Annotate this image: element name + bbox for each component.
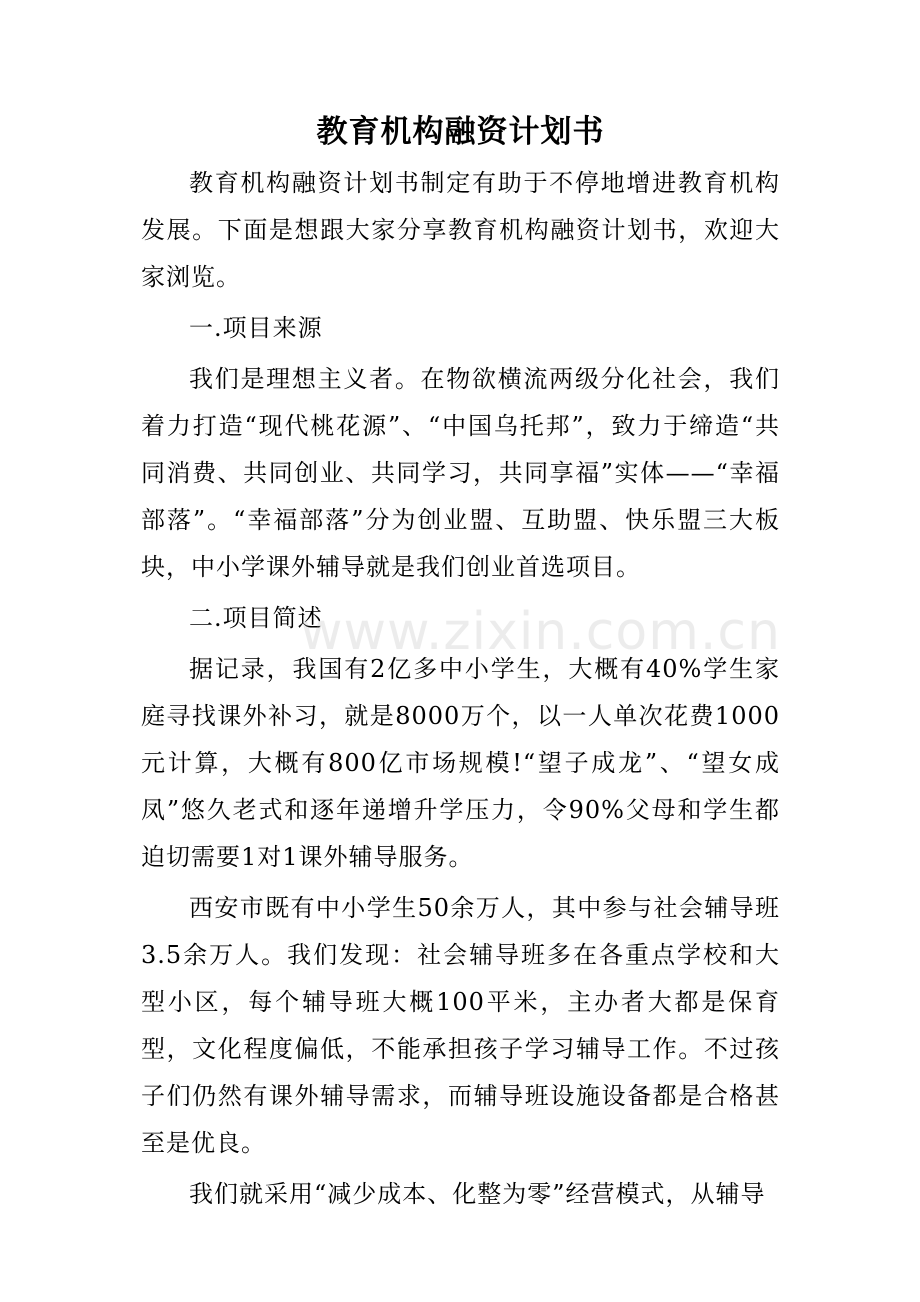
overview-paragraph-xian: 西安市既有中小学生50余万人，其中参与社会辅导班3.5余万人。我们发现：社会辅导班多在各重点学校和大型小区，每个辅导班大概100平米，主办者大都是保育型，文化程度偏低，不能承担孩子学习辅导工作。不过孩子们仍然有课外辅导需求，而辅导班设施设备都是合格甚至是优良。: [141, 894, 780, 1157]
watermark-text: www.zixin.com.cn: [300, 602, 781, 662]
document-title: 教育机构融资计划书: [316, 114, 605, 150]
overview-paragraph-model: 我们就采用“减少成本、化整为零”经营模式，从辅导: [189, 1180, 766, 1208]
overview-paragraph-market: 据记录，我国有2亿多中小学生，大概有40%学生家庭寻找课外补习，就是8000万个，以一人单次花费1000元计算，大概有800亿市场规模!“望子成龙”、“望女成凤”悠久老式和逐年递增升学压力，令90%父母和学生都迫切需要1对1课外辅导服务。: [141, 655, 780, 871]
intro-paragraph: 教育机构融资计划书制定有助于不停地增进教育机构发展。下面是想跟大家分享教育机构融资计划书，欢迎大家浏览。: [141, 169, 780, 291]
section-heading-overview: 二.项目简述: [189, 604, 323, 632]
section-source-paragraph: 我们是理想主义者。在物欲横流两级分化社会，我们着力打造“现代桃花源”、“中国乌托邦”，致力于缔造“共同消费、共同创业、共同学习，共同享福”实体——“幸福部落”。“幸福部落”分为创业盟、互助盟、快乐盟三大板块，中小学课外辅导就是我们创业首选项目。: [141, 365, 780, 581]
section-heading-source: 一.项目来源: [189, 314, 323, 342]
